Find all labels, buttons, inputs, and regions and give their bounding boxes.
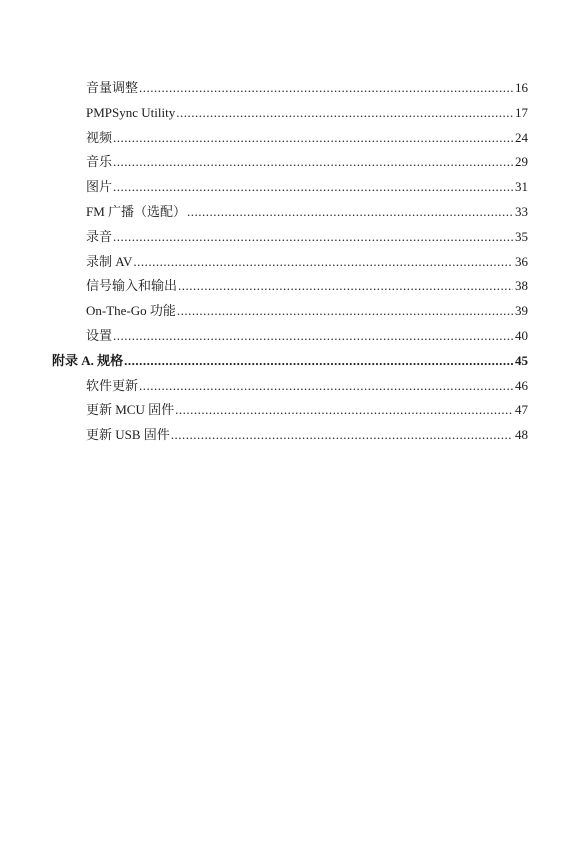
toc-entry-usb-firmware[interactable]: [86, 425, 528, 445]
toc-dot-leader: [113, 227, 513, 247]
toc-dot-leader: [113, 177, 513, 197]
toc-entry-page: 29: [515, 154, 528, 170]
toc-entry-title: 设置: [86, 328, 113, 343]
toc-dot-leader: [124, 351, 513, 371]
toc-entry-recording[interactable]: [86, 227, 528, 247]
toc-entry-title: 图片: [86, 179, 113, 195]
toc-dot-leader: [176, 103, 513, 123]
toc-entry-page: 40: [515, 328, 528, 343]
toc-dot-leader: [175, 400, 513, 420]
toc-entry-page: 38: [515, 278, 528, 294]
toc-dot-leader: [113, 326, 513, 346]
toc-entry-music[interactable]: [86, 152, 528, 172]
toc-entry-page: 33: [515, 204, 528, 219]
toc-entry-record-av[interactable]: [86, 252, 528, 272]
toc-entry-signal-io[interactable]: [86, 276, 528, 296]
toc-entry-title: FM 广播（选配）: [86, 204, 187, 219]
toc-dot-leader: [177, 301, 513, 321]
toc-entry-video[interactable]: [86, 128, 528, 148]
toc-entry-title: 录音: [86, 228, 113, 244]
toc-entry-page: 24: [515, 129, 528, 145]
toc-entry-title: 附录 A. 规格: [52, 352, 124, 368]
toc-dot-leader: [139, 78, 513, 98]
toc-entry-title: 更新 MCU 固件: [86, 402, 175, 418]
toc-entry-appendix-a[interactable]: [52, 351, 528, 371]
toc-dot-leader: [139, 376, 513, 396]
toc-dot-leader: [113, 128, 513, 148]
toc-entry-page: 45: [515, 352, 528, 368]
toc-entry-title: 信号输入和输出: [86, 278, 178, 294]
toc-dot-leader: [171, 425, 513, 445]
toc-entry-volume[interactable]: [86, 78, 528, 98]
toc-entry-title: PMPSync Utility: [86, 104, 176, 120]
toc-entry-page: 17: [515, 104, 528, 120]
toc-entry-page: 39: [515, 303, 528, 319]
toc-entry-title: On-The-Go 功能: [86, 303, 176, 319]
toc-entry-title: 软件更新: [86, 377, 139, 393]
toc-entry-page: 36: [515, 253, 528, 269]
toc-entry-pmpsync[interactable]: [86, 103, 528, 123]
toc-entry-page: 35: [515, 228, 528, 244]
toc-entry-title: 音乐: [86, 154, 113, 170]
toc-entry-page: 16: [515, 80, 528, 95]
toc-entry-title: 视频: [86, 129, 113, 145]
toc-entry-title: 录制 AV: [86, 253, 133, 269]
toc-entry-mcu-firmware[interactable]: [86, 400, 528, 420]
toc-dot-leader: [178, 276, 513, 296]
toc-dot-leader: [113, 152, 513, 172]
toc-dot-leader: [133, 252, 513, 272]
toc-entry-page: 31: [515, 179, 528, 195]
toc-entry-title: 更新 USB 固件: [86, 427, 170, 443]
toc-entry-settings[interactable]: [86, 326, 528, 346]
toc-entry-software-update[interactable]: [86, 376, 528, 396]
toc-entry-page: 46: [515, 377, 528, 393]
toc-entry-title: 音量调整: [86, 80, 139, 95]
toc-entry-on-the-go[interactable]: [86, 301, 528, 321]
toc-entry-pictures[interactable]: [86, 177, 528, 197]
toc-entry-page: 48: [515, 427, 528, 443]
toc-entry-page: 47: [515, 402, 528, 418]
toc-entry-fm-radio[interactable]: [86, 202, 528, 222]
toc-dot-leader: [187, 202, 513, 222]
